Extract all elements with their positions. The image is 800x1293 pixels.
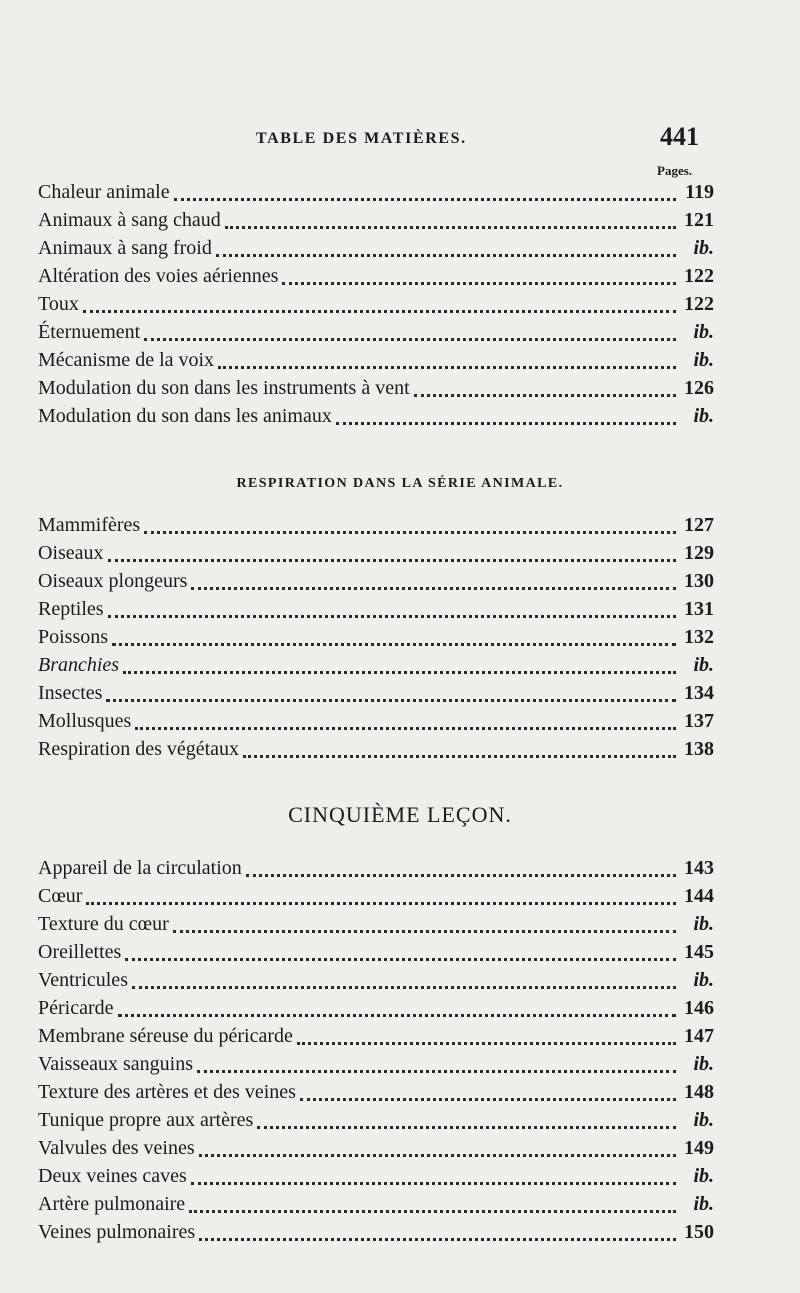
toc-group-1 [38,181,714,433]
toc-entry [38,377,714,405]
toc-entry-label: Péricarde [38,997,114,1019]
toc-entry [38,1193,714,1221]
dot-leader [257,1126,676,1129]
toc-entry-page: 130 [684,570,714,592]
toc-entry-label: Appareil de la circulation [38,857,242,879]
toc-entry [38,1025,714,1053]
toc-entry-page: 134 [684,682,714,704]
toc-entry-label: Oiseaux plongeurs [38,570,188,592]
toc-entry-label: Modulation du son dans les instruments à vent [38,377,410,399]
toc-entry [38,857,714,885]
toc-entry-page: 137 [684,710,714,732]
dot-leader [173,930,676,933]
toc-entry [38,542,714,570]
toc-entry [38,997,714,1025]
toc-entry-page: 127 [684,514,714,536]
toc-entry-page: 119 [685,181,714,203]
toc-entry [38,1053,714,1081]
toc-entry-label: Valvules des veines [38,1137,195,1159]
toc-entry-page: ib. [693,237,714,259]
toc-entry-label: Texture du cœur [38,913,169,935]
toc-entry-page: 138 [684,738,714,760]
dot-leader [144,338,676,341]
dot-leader [243,755,676,758]
toc-entry-page: ib. [693,1193,714,1215]
toc-entry [38,626,714,654]
toc-entry-label: Animaux à sang chaud [38,209,221,231]
toc-entry [38,1221,714,1249]
toc-entry-label: Oiseaux [38,542,104,564]
toc-entry [38,969,714,997]
running-head [0,122,800,160]
toc-entry-label: Reptiles [38,598,104,620]
toc-entry [38,1109,714,1137]
toc-entry-page: 132 [684,626,714,648]
lecon-heading: CINQUIÈME LEÇON. [288,802,512,827]
toc-entry [38,237,714,265]
toc-entry-page: 146 [684,997,714,1019]
toc-entry-page: 131 [684,598,714,620]
dot-leader [216,254,676,257]
toc-entry [38,913,714,941]
toc-entry-label: Veines pulmonaires [38,1221,196,1243]
toc-entry-page: 149 [684,1137,714,1159]
toc-entry-label: Vaisseaux sanguins [38,1053,193,1075]
dot-leader [297,1042,676,1045]
toc-entry-label: Modulation du son dans les animaux [38,405,332,427]
toc-entry-page: ib. [693,1165,714,1187]
dot-leader [108,559,676,562]
toc-entry-page: ib. [693,1053,714,1075]
toc-entry-label: Cœur [38,885,83,907]
toc-entry-page: ib. [693,969,714,991]
toc-entry-label: Éternuement [38,321,141,343]
toc-entry-page: 122 [684,293,714,315]
toc-group-3 [38,857,714,1249]
toc-entry-page: ib. [693,654,714,676]
toc-entry-page: 143 [684,857,714,879]
toc-entry-page: ib. [693,913,714,935]
toc-entry-label: Respiration des végétaux [38,738,240,760]
section-heading-respiration: RESPIRATION DANS LA SÉRIE ANIMALE. [236,476,564,491]
toc-entry [38,265,714,293]
toc-entry [38,710,714,738]
toc-entry-label: Oreillettes [38,941,122,963]
toc-entry [38,654,714,682]
pages-column-label: Pages. [657,163,693,178]
dot-leader [132,986,676,989]
toc-entry [38,349,714,377]
toc-entry-page: 126 [684,377,714,399]
dot-leader [135,727,676,730]
toc-entry [38,570,714,598]
toc-entry-label: Mécanisme de la voix [38,349,215,371]
toc-entry [38,293,714,321]
dot-leader [246,874,676,877]
page-number: 441 [660,122,699,151]
dot-leader [174,198,676,201]
toc-entry-page: 148 [684,1081,714,1103]
toc-entry-label: Mammifères [38,514,141,536]
dot-leader [336,422,676,425]
toc-entry-label: Deux veines caves [38,1165,187,1187]
dot-leader [108,615,676,618]
toc-entry [38,682,714,710]
toc-entry [38,1137,714,1165]
toc-entry-label: Poissons [38,626,109,648]
toc-entry [38,598,714,626]
toc-entry [38,738,714,766]
toc-entry-label: Altération des voies aériennes [38,265,279,287]
toc-entry-page: ib. [693,349,714,371]
toc-entry [38,1081,714,1109]
dot-leader [118,1014,676,1017]
dot-leader [300,1098,676,1101]
toc-entry-label: Artère pulmonaire [38,1193,186,1215]
dot-leader [83,310,676,313]
toc-entry [38,514,714,542]
dot-leader [225,226,676,229]
toc-entry-page: 121 [684,209,714,231]
dot-leader [197,1070,676,1073]
toc-entry-page: 122 [684,265,714,287]
toc-entry-page: 147 [684,1025,714,1047]
toc-entry-label: Animaux à sang froid [38,237,212,259]
dot-leader [86,902,676,905]
dot-leader [199,1238,676,1241]
toc-entry-page: 144 [684,885,714,907]
dot-leader [282,282,676,285]
toc-entry-label: Toux [38,293,79,315]
toc-entry-page: ib. [693,405,714,427]
dot-leader [123,671,676,674]
toc-entry-page: ib. [693,1109,714,1131]
running-head-title: TABLE DES MATIÈRES. [256,130,467,147]
toc-entry-label: Branchies [38,654,120,676]
dot-leader [191,587,676,590]
toc-entry [38,209,714,237]
dot-leader [112,643,676,646]
toc-entry [38,181,714,209]
toc-entry-label: Mollusques [38,710,132,732]
toc-entry-label: Membrane séreuse du péricarde [38,1025,293,1047]
toc-entry-page: 129 [684,542,714,564]
dot-leader [191,1182,676,1185]
toc-entry [38,321,714,349]
dot-leader [218,366,676,369]
toc-entry [38,941,714,969]
dot-leader [125,958,676,961]
dot-leader [189,1210,676,1213]
toc-entry-page: 145 [684,941,714,963]
toc-entry [38,1165,714,1193]
toc-entry [38,405,714,433]
toc-entry-label: Chaleur animale [38,181,170,203]
dot-leader [144,531,676,534]
toc-entry-page: ib. [693,321,714,343]
toc-entry-label: Ventricules [38,969,128,991]
dot-leader [106,699,676,702]
dot-leader [414,394,676,397]
toc-entry-page: 150 [684,1221,714,1243]
toc-entry-label: Insectes [38,682,103,704]
toc-entry-label: Tunique propre aux artères [38,1109,254,1131]
toc-group-2 [38,514,714,766]
toc-entry-label: Texture des artères et des veines [38,1081,296,1103]
toc-entry [38,885,714,913]
dot-leader [199,1154,676,1157]
